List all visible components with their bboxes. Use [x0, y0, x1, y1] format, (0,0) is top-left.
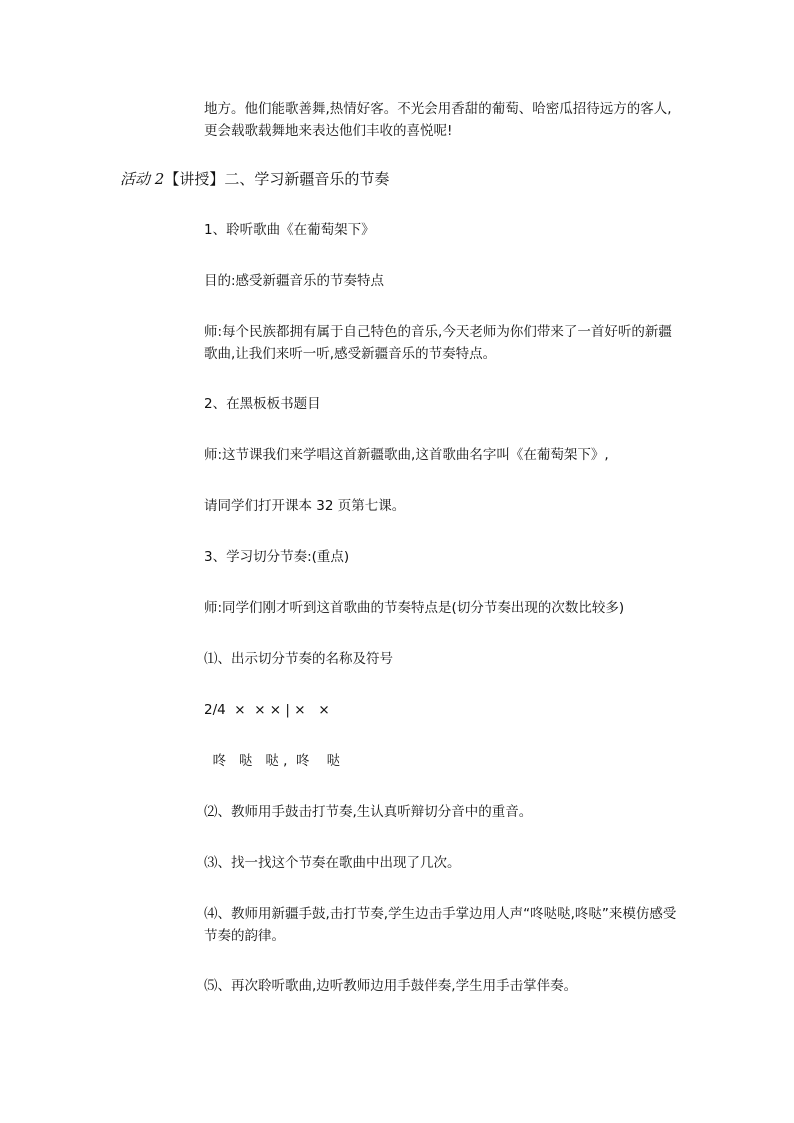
teacher-song-paragraph: 师:这节课我们来学唱这首新疆歌曲,这首歌曲名字叫《在葡萄架下》, — [204, 447, 609, 463]
heading-text: 【讲授】二、学习新疆音乐的节奏 — [164, 170, 390, 188]
textbook-instruction: 请同学们打开课本 32 页第七课。 — [204, 498, 406, 514]
rhythm-notation: 2/4 × × × | × × — [204, 702, 330, 718]
step-3: 3、学习切分节奏:(重点) — [204, 549, 350, 565]
activity-label: 活动 2 — [120, 170, 165, 188]
step-2: 2、在黑板板书题目 — [204, 396, 321, 412]
section-heading — [120, 168, 389, 190]
substep-5: ⑸、再次聆听歌曲,边听教师边用手鼓伴奏,学生用手击掌伴奏。 — [204, 978, 578, 994]
teacher-rhythm-paragraph: 师:同学们刚才听到这首歌曲的节奏特点是(切分节奏出现的次数比较多) — [204, 600, 625, 616]
substep-3: ⑶、找一找这个节奏在歌曲中出现了几次。 — [204, 855, 461, 871]
rhythm-syllables: 咚 哒 哒 , 咚 哒 — [204, 753, 341, 769]
purpose-text: 目的:感受新疆音乐的节奏特点 — [204, 273, 385, 289]
teacher-intro-paragraph: 师:每个民族都拥有属于自己特色的音乐,今天老师为你们带来了一首好听的新疆歌曲,让我们来听一听,感受新疆音乐的节奏特点。 — [204, 324, 672, 362]
substep-2: ⑵、教师用手鼓击打节奏,生认真听辩切分音中的重音。 — [204, 804, 533, 820]
substep-1: ⑴、出示切分节奏的名称及符号 — [204, 651, 393, 667]
substep-4: ⑷、教师用新疆手鼓,击打节奏,学生边击手掌边用人声“咚哒哒,咚哒”来模仿感受节奏的韵律。 — [204, 906, 677, 944]
intro-paragraph: 地方。他们能歌善舞,热情好客。不光会用香甜的葡萄、哈密瓜招待远方的客人,更会载歌载舞地来表达他们丰收的喜悦呢! — [204, 101, 672, 139]
step-1: 1、聆听歌曲《在葡萄架下》 — [204, 222, 375, 238]
